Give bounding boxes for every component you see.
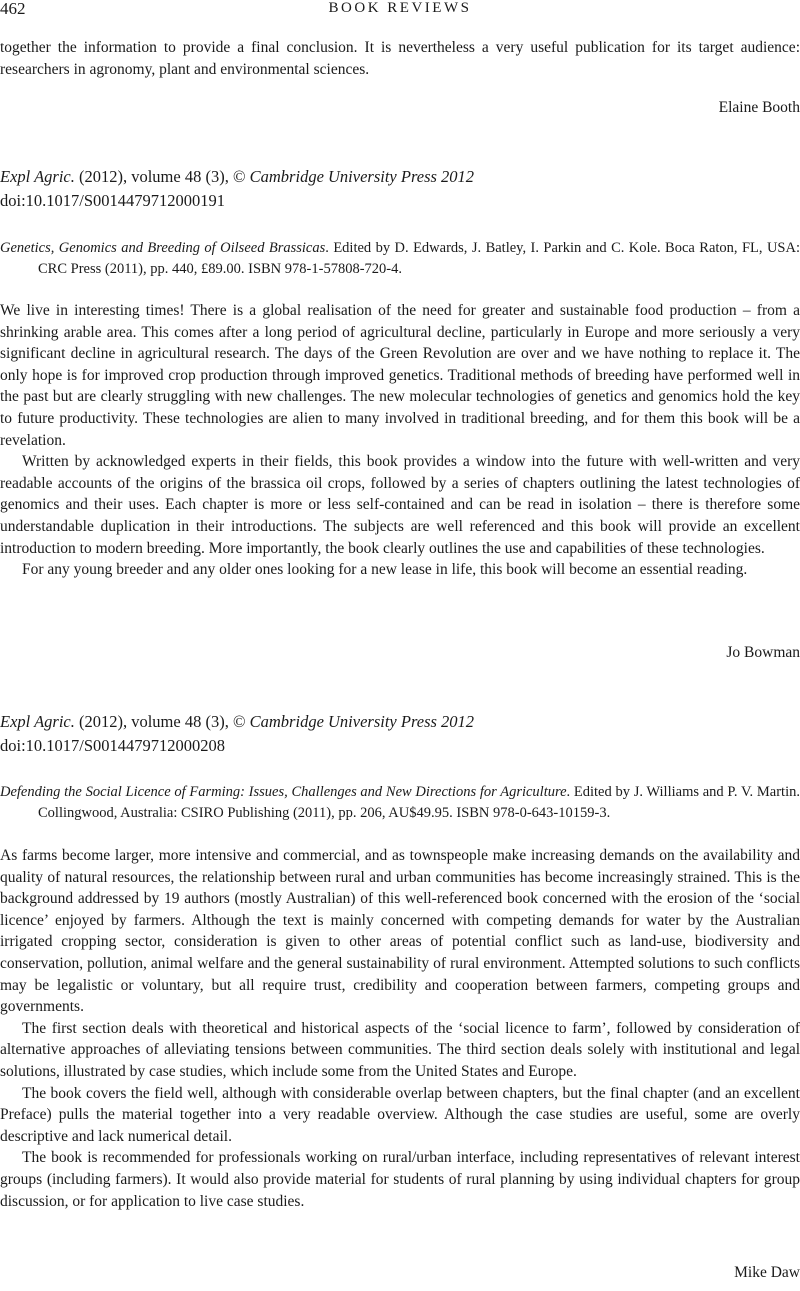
- review1-copyright-mark: ©: [232, 167, 246, 186]
- review2-paragraph-4: The book is recommended for professionals working on rural/urban interface, including representatives of relevant interest groups (including farmers). It would also provide material for students of rural planning by using individual chapters for group discussion, or for application to live case studies.: [0, 1149, 800, 1210]
- running-head: [0, 0, 800, 22]
- review2-paragraph-2: The first section deals with theoretical and historical aspects of the ‘social licence to farm’, followed by consideration of alternative approaches of alleviating tensions between communities. The third section deals solely with institutional and legal solutions, illustrated by case studies, which include some from the United States and Europe.: [0, 1019, 800, 1080]
- review1-publisher: Cambridge University Press 2012: [249, 167, 475, 186]
- review1-book-entry: [0, 238, 800, 279]
- review2-volume-details: (2012), volume 48 (3),: [78, 712, 229, 731]
- review1-doi: doi:10.1017/S0014479712000191: [0, 191, 226, 210]
- review1-citation-line: [0, 165, 800, 189]
- review1-paragraph-1: We live in interesting times! There is a global realisation of the need for greater and sustainable food production – from a shrinking arable area. This comes after a long period of agricultural decline, particularly in Europe and more seriously a very significant decline in agricultural research. The days of the Green Revolution are over and we have nothing to replace it. The only hope is for improved crop production through improved genetics. Traditional methods of breeding have performed well in the past but are clearly struggling with new challenges. The new molecular technologies of genetics and genomics hold the key to future productivity. These technologies are alien to many involved in traditional breeding, and for them this book will be a revelation.: [0, 302, 800, 449]
- running-title: BOOK REVIEWS: [328, 0, 472, 16]
- review0-reviewer: Elaine Booth: [718, 99, 800, 116]
- page-number: 462: [0, 0, 26, 18]
- review1-book-details: . Edited by D. Edwards, J. Batley, I. Parkin and C. Kole. Boca Raton, FL, USA: CRC Press (2011), pp. 440, £89.00. ISBN 978-1-57808-720-4.: [38, 240, 800, 277]
- review1-book-title: Genetics, Genomics and Breeding of Oilseed Brassicas: [0, 240, 326, 256]
- review2-paragraph-3: The book covers the field well, although with considerable overlap between chapters, but the final chapter (and an excellent Preface) pulls the material together into a very readable overview. Although the case studies are useful, some are overly descriptive and lack numerical detail.: [0, 1084, 800, 1145]
- review2-doi: doi:10.1017/S0014479712000208: [0, 736, 226, 755]
- review2-publisher: Cambridge University Press 2012: [249, 712, 475, 731]
- review0-tail-paragraph: together the information to provide a final conclusion. It is nevertheless a very useful publication for its target audience: researchers in agronomy, plant and environmental sciences.: [0, 39, 800, 78]
- review2-citation-line: [0, 710, 800, 734]
- review2-journal: Expl Agric.: [0, 712, 75, 731]
- review1-citation: [0, 165, 800, 213]
- review1-paragraph-3: For any young breeder and any older ones looking for a new lease in life, this book will become an essential reading.: [22, 561, 748, 579]
- review2-citation: [0, 710, 800, 758]
- review1-body: [0, 300, 800, 581]
- review2-book-title: Defending the Social Licence of Farming: Issues, Challenges and New Directions for Agriculture: [0, 784, 567, 800]
- review1-paragraph-2: Written by acknowledged experts in their fields, this book provides a window into the future with well-written and very readable accounts of the origins of the brassica oil crops, followed by a series of chapters outlining the latest technologies of genomics and their uses. Each chapter is more or less self-contained and can be read in isolation – there is therefore some understandable duplication in their introductions. The subjects are well referenced and this book will provide an excellent introduction to modern breeding. More importantly, the book clearly outlines the use and capabilities of these technologies.: [0, 453, 800, 557]
- review2-book-details: . Edited by J. Williams and P. V. Martin. Collingwood, Australia: CSIRO Publishing (2011), pp. 206, AU$49.95. ISBN 978-0-643-10159-3.: [38, 784, 800, 821]
- review2-book-entry: [0, 782, 800, 823]
- review1-reviewer: Jo Bowman: [726, 644, 800, 661]
- review2-body: [0, 845, 800, 1212]
- review1-journal: Expl Agric.: [0, 167, 75, 186]
- review1-volume-details: (2012), volume 48 (3),: [78, 167, 229, 186]
- review2-reviewer: Mike Daw: [734, 1264, 800, 1281]
- review2-paragraph-1: As farms become larger, more intensive and commercial, and as townspeople make increasing demands on the availability and quality of natural resources, the relationship between rural and urban communities has become increasingly strained. This is the background addressed by 19 authors (mostly Australian) of this well-referenced book concerned with the erosion of the ‘social licence’ enjoyed by farmers. Although the text is mainly concerned with competing demands for water by the Australian irrigated cropping sector, consideration is given to other areas of potential conflict such as land-use, biodiversity and conservation, pollution, animal welfare and the general sustainability of rural environment. Attempted solutions to such conflicts may be legalistic or voluntary, but all require trust, credibility and cooperation between farmers, competing groups and governments.: [0, 847, 800, 1016]
- review2-copyright-mark: ©: [232, 712, 246, 731]
